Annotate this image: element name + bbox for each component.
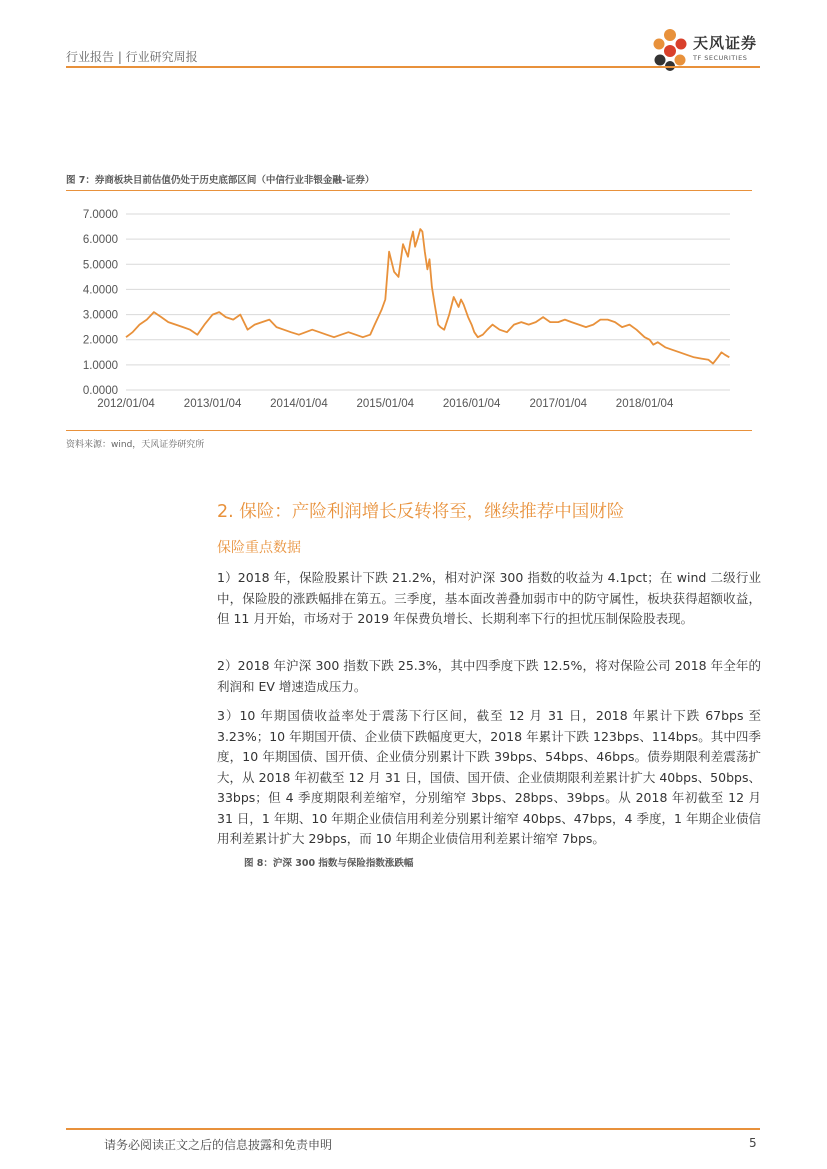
footer-disclaimer: 请务必阅读正文之后的信息披露和免责申明 — [104, 1138, 333, 1152]
page-number: 5 — [749, 1136, 757, 1150]
y-tick-label: 4.0000 — [82, 284, 118, 297]
figure-7-top-rule — [66, 190, 752, 191]
x-tick-label: 2012/01/04 — [97, 398, 155, 410]
chart-y-axis — [83, 209, 118, 397]
paragraph-3-part-a: 3）10 年期国债收益率处于震荡下行区间，截至 12 月 31 日，2018 年累计下跌 67bps 至 3.23%；10 年期国开债、企业债下跌幅度更大，2018 年累计下跌 123bps、114bps。其中四季度，10 年期国债、国开债、企业债分别累计下跌 39bps、54bps、46bps。 — [217, 708, 761, 764]
y-tick-label: 1.0000 — [82, 359, 118, 372]
paragraph-3 — [217, 706, 761, 850]
x-tick-label: 2015/01/04 — [356, 398, 415, 410]
header-divider — [66, 66, 760, 68]
figure-7-source: 资料来源：wind，天风证券研究所 — [66, 440, 205, 450]
y-tick-label: 3.0000 — [82, 309, 118, 322]
report-category: 行业报告 | 行业研究周报 — [66, 50, 198, 64]
y-tick-label: 0.0000 — [82, 385, 118, 397]
paragraph-1: 1）2018 年，保险股累计下跌 21.2%，相对沪深 300 指数的收益为 4.1pct；在 wind 二级行业中，保险股的涨跌幅排在第五。三季度，基本面改善叠加弱市中的防守属性，板块获得超额收益，但 11 月开始，市场对于 2019 年保费负增长、长期利率下行的担忧压制保险股表现。 — [217, 570, 761, 626]
x-tick-label: 2013/01/04 — [183, 398, 242, 410]
brand-name-cn: 天风证券 — [693, 34, 758, 52]
valuation-line-chart — [66, 196, 752, 426]
y-tick-label: 6.0000 — [82, 234, 118, 247]
paragraph-2: 2）2018 年沪深 300 指数下跌 25.3%，其中四季度下跌 12.5%，将对保险公司 2018 年全年的利润和 EV 增速造成压力。 — [217, 658, 761, 694]
y-tick-label: 5.0000 — [82, 259, 118, 272]
paragraph-3-part-b: 债券期限利差震荡扩大，从 2018 年初截至 12 月 31 日，国债、国开债、企业债期限利差累计扩大 40bps、50bps、33bps；但 4 季度期限利差缩窄，分别缩窄 3bps、28bps、39bps。从 2018 年初截至 12 月 31 日，1 年期、10 年期企业债信用利差分别累计缩窄 40bps、47bps，4 季度，1 年期企业债信用利差累计扩大 29bps，而 10 年期企业债信用利差累计缩窄 7bps。 — [217, 749, 761, 846]
chart-x-axis — [97, 398, 674, 410]
section-title: 2. 保险：产险利润增长反转将至，继续推荐中国财险 — [217, 502, 625, 522]
x-tick-label: 2016/01/04 — [442, 398, 501, 410]
y-tick-label: 7.0000 — [82, 209, 118, 221]
brand-name-en: TF SECURITIES — [693, 54, 748, 62]
series-line — [126, 229, 729, 364]
section-subtitle: 保险重点数据 — [217, 540, 301, 556]
chart-gridlines — [126, 214, 730, 390]
figure-8-title: 图 8：沪深 300 指数与保险指数涨跌幅 — [244, 858, 414, 869]
figure-7-bottom-rule — [66, 430, 752, 431]
x-tick-label: 2014/01/04 — [270, 398, 328, 410]
y-tick-label: 2.0000 — [82, 334, 118, 347]
footer-divider — [66, 1128, 760, 1130]
x-tick-label: 2018/01/04 — [615, 398, 674, 410]
x-tick-label: 2017/01/04 — [529, 398, 588, 410]
figure-7-title: 图 7：券商板块目前估值仍处于历史底部区间（中信行业非银金融-证券） — [66, 175, 375, 186]
